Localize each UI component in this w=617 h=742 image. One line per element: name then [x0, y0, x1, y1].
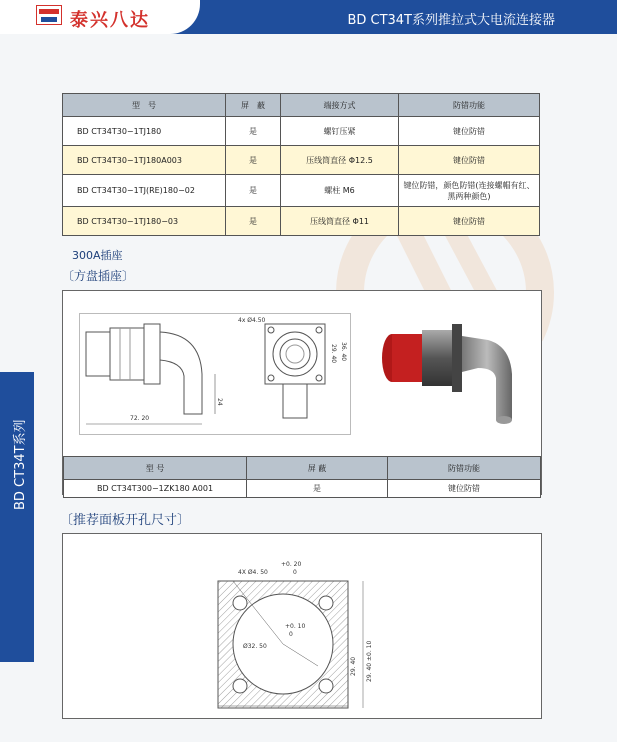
- dim-width-label: 29. 40: [330, 344, 337, 364]
- cell-termination: 螺钉压紧: [281, 117, 399, 146]
- dim-length-label: 72. 20: [130, 415, 150, 422]
- table-row: [64, 480, 541, 498]
- col-header-model: 型 号: [63, 94, 226, 117]
- cell-termination: 螺柱 M6: [281, 175, 399, 207]
- connector-photo-icon: [378, 316, 528, 436]
- dim-height-label: 24: [216, 398, 223, 406]
- cell-model: BD CT34T30−1TJ180A003: [63, 146, 226, 175]
- tol-center-zero-label: 0: [289, 631, 293, 638]
- col-header-shield: 屏 蔽: [226, 94, 281, 117]
- cell-model: BD CT34T30−1TJ180: [63, 117, 226, 146]
- panel-cutout-drawing-icon: [213, 546, 403, 711]
- cell-shield: 是: [226, 146, 281, 175]
- product-box: [62, 290, 542, 495]
- side-tab: [0, 372, 34, 662]
- cell-model: BD CT34T30−1TJ180−03: [63, 207, 226, 236]
- dimension-drawing: [79, 313, 351, 435]
- cell-shield: 是: [226, 117, 281, 146]
- cell-model: BD CT34T30−1TJ(RE)180−02: [63, 175, 226, 207]
- cell-shield: 是: [226, 207, 281, 236]
- holes-label: 4X Ø4. 50: [238, 569, 268, 576]
- dim-bottom-label: 29. 40: [350, 656, 357, 676]
- header-bar: [0, 0, 617, 34]
- cutout-box: [62, 533, 542, 719]
- dim-holes-label: 4x Ø4.50: [238, 317, 266, 324]
- table-header-row: [64, 457, 541, 480]
- cell-termination: 压线筒直径 Φ11: [281, 207, 399, 236]
- dim-outer-label: 36. 40: [340, 342, 347, 362]
- connector-drawing-icon: [80, 314, 350, 434]
- company-logo-icon: [36, 5, 62, 25]
- bore-label: Ø32. 50: [243, 643, 267, 650]
- cell-error-proof: 键位防错: [388, 480, 541, 498]
- tol-zero-label: 0: [293, 569, 297, 576]
- cell-shield: 是: [226, 175, 281, 207]
- cell-termination: 压线筒直径 Φ12.5: [281, 146, 399, 175]
- table-row: [63, 117, 540, 146]
- table-header-row: [63, 94, 540, 117]
- logo-area: [0, 0, 200, 34]
- cell-error-proof: 键位防错，颜色防错(连接螺帽有红、黑两种颜色): [399, 175, 540, 207]
- cell-error-proof: 键位防错: [399, 207, 540, 236]
- side-tab-label: BD CT34T系列: [13, 419, 28, 510]
- dim-side-label: 29. 40 ±0. 10: [366, 640, 373, 682]
- page-title: BD CT34T系列推拉式大电流连接器: [347, 13, 555, 28]
- col-header-model: 型 号: [64, 457, 247, 480]
- cell-error-proof: 键位防错: [399, 117, 540, 146]
- section-title-panel-cutout: 〔推荐面板开孔尺寸〕: [60, 513, 191, 528]
- section-title-300a: 300A插座: [72, 249, 123, 262]
- col-header-error-proof: 防错功能: [388, 457, 541, 480]
- tol-top-label: +0. 20: [281, 561, 302, 568]
- cell-model: BD CT34T300−1ZK180 A001: [64, 480, 247, 498]
- spec-table: [62, 93, 540, 236]
- section-subtitle-square: 〔方盘插座〕: [62, 269, 135, 283]
- cell-shield: 是: [247, 480, 388, 498]
- tol-center-label: +0. 10: [285, 623, 306, 630]
- product-spec-table: [63, 456, 541, 498]
- table-row: [63, 175, 540, 207]
- company-name: 泰兴八达: [70, 10, 150, 31]
- cell-error-proof: 键位防错: [399, 146, 540, 175]
- col-header-shield: 屏 蔽: [247, 457, 388, 480]
- col-header-termination: 端接方式: [281, 94, 399, 117]
- table-row: [63, 207, 540, 236]
- table-row: [63, 146, 540, 175]
- col-header-error-proof: 防错功能: [399, 94, 540, 117]
